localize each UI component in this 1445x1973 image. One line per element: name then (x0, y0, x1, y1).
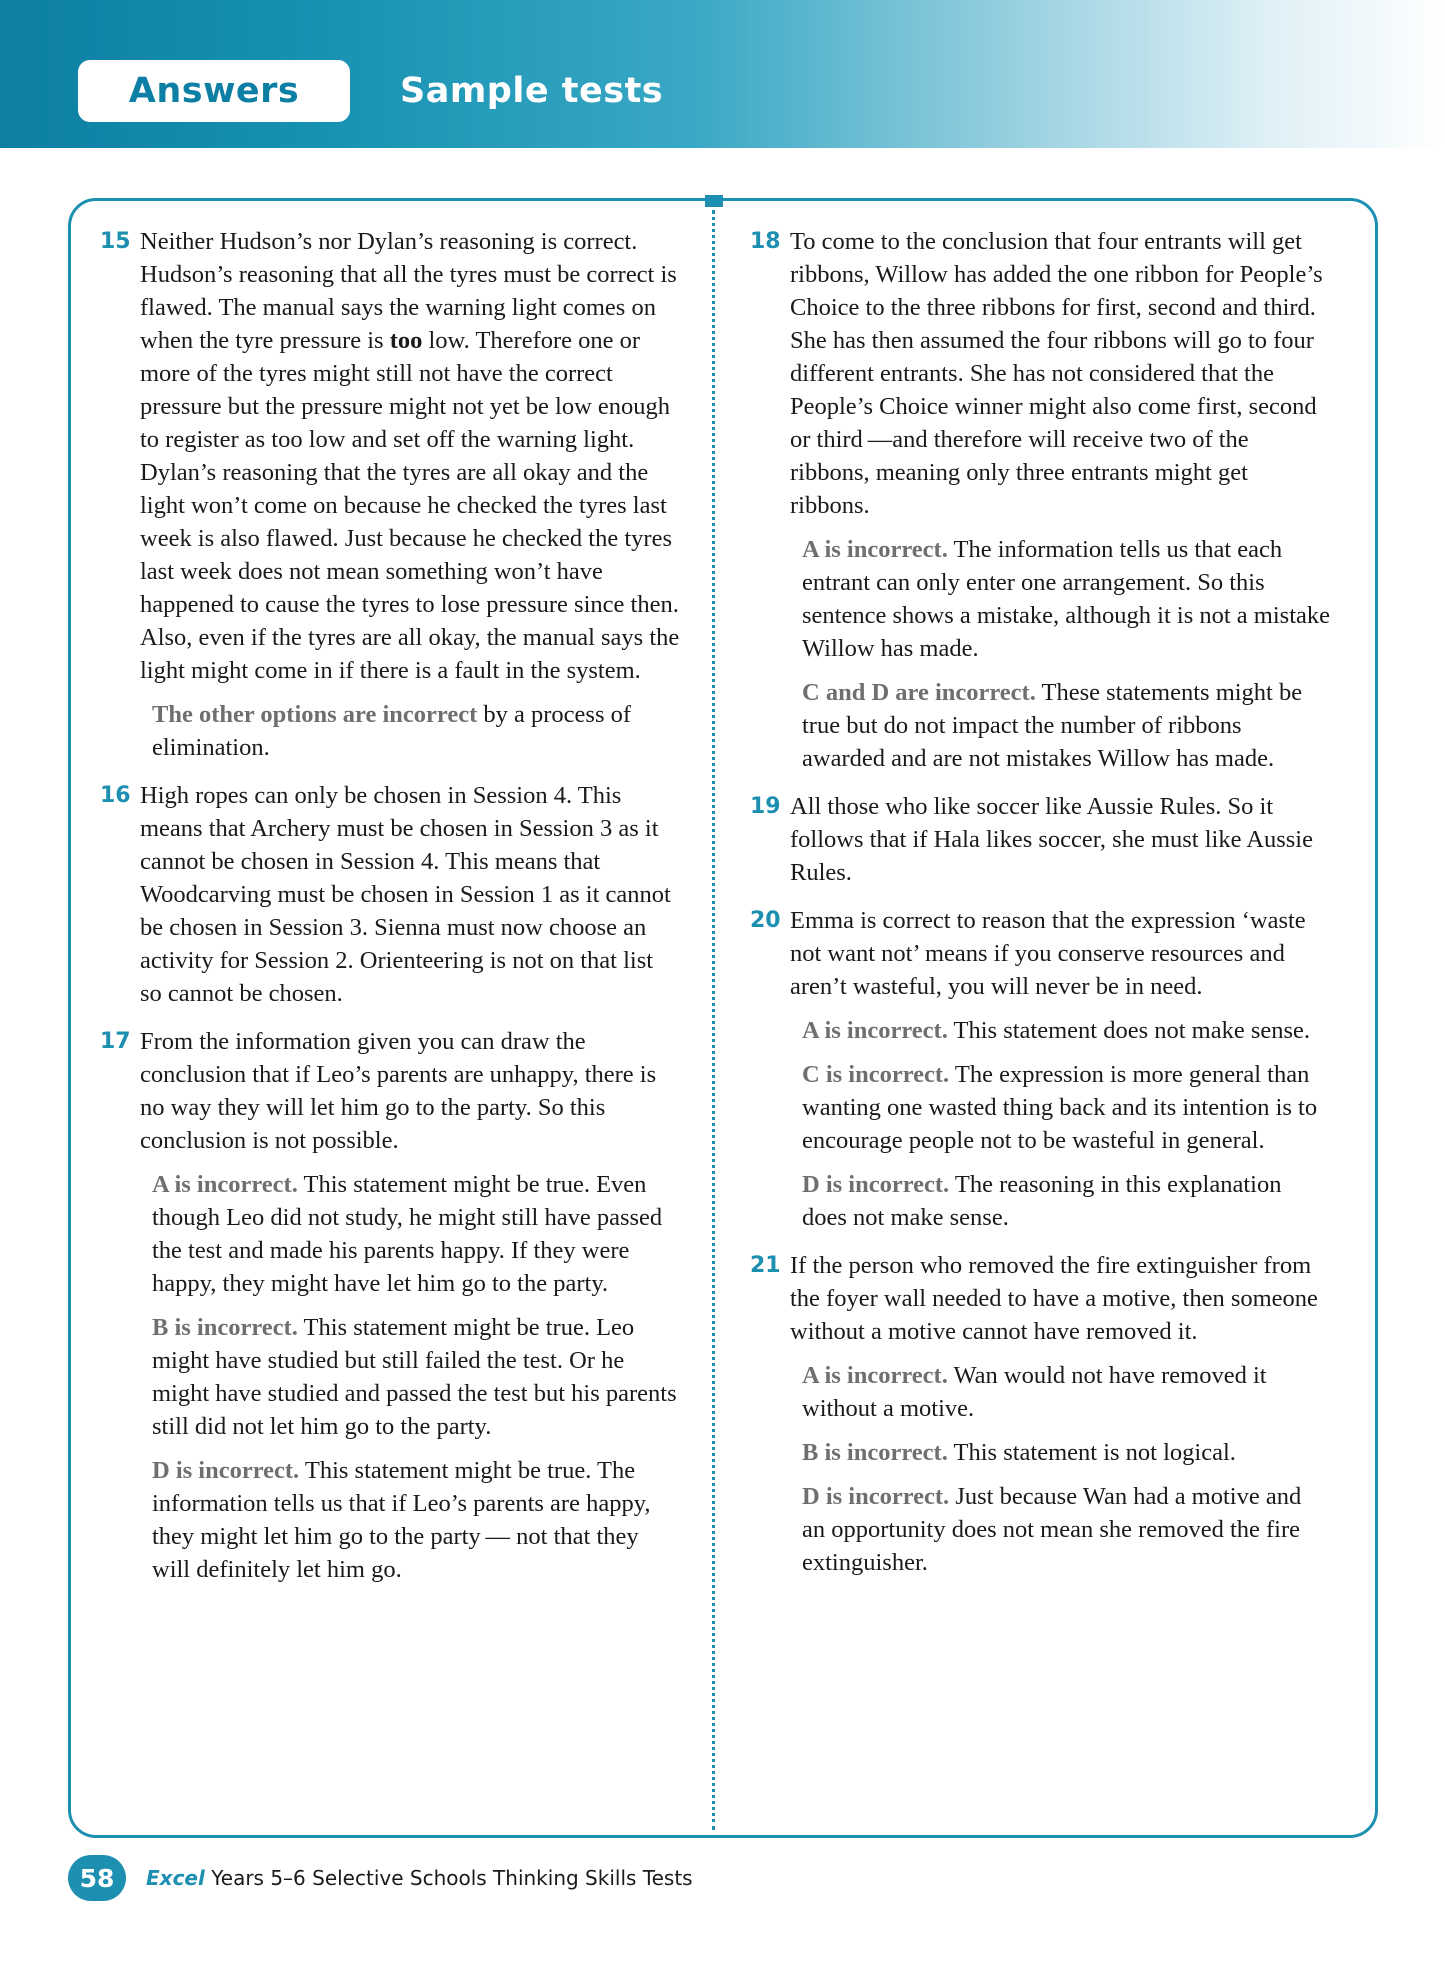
answer-text: This statement might be true. Leo might have studied but still failed the test. Or he might have studied and passed the test but his parents still did not let him go to the party. (152, 1314, 677, 1440)
answer-text: The reasoning in this explanation does not make sense. (802, 1171, 1282, 1231)
answer-lead-in: B is incorrect. (802, 1439, 948, 1466)
answer-text: This statement is not logical. (947, 1439, 1236, 1466)
answer-item (100, 779, 680, 1012)
answer-paragraph (790, 790, 1330, 889)
answer-text: High ropes can only be chosen in Session 4. This means that Archery must be chosen in Session 3 as it cannot be chosen in Session 4. This means that Woodcarving must be chosen in Session 1 as it cannot be chosen in Session 3. Sienna must now choose an activity for Session 2. Orienteering is not on that list so cannot be chosen. (140, 782, 671, 1007)
answer-body (140, 1025, 680, 1588)
answer-lead-in: A is incorrect. (802, 1017, 948, 1044)
answer-number: 21 (750, 1253, 781, 1278)
answer-text: The expression is more general than wanting one wasted thing back and its intention is to encourage people not to be wasteful in general. (802, 1061, 1318, 1154)
answer-text: low. Therefore one or more of the tyres might still not have the correct pressure but the pressure might not yet be low enough to register as too low and set off the warning light. Dylan’s reasoning that the tyres are all okay and the light won’t come on because he checked the tyres last week is also flawed. Just because he checked the tyres last week does not mean something won’t have happened to cause the tyres to lose pressure since then. Also, even if the tyres are all okay, the manual says the light might come in if there is a fault in the system. (140, 327, 680, 684)
answer-text: This statement might be true. The information tells us that if Leo’s parents are happy, they might let him go to the party — not that they will definitely let him go. (152, 1457, 651, 1583)
answer-number: 19 (750, 794, 781, 819)
answer-text: From the information given you can draw the conclusion that if Leo’s parents are unhappy, there is no way they will let him go to the party. So this conclusion is not possible. (140, 1028, 657, 1154)
answer-subparagraph (790, 676, 1330, 775)
answer-subparagraph (790, 1168, 1330, 1234)
answer-subparagraph (790, 1359, 1330, 1425)
answer-text: If the person who removed the fire extinguisher from the foyer wall needed to have a motive, then someone without a motive cannot have removed it. (790, 1252, 1318, 1345)
answer-text: These statements might be true but do not impact the number of ribbons awarded and are not mistakes Willow has made. (802, 679, 1303, 772)
answer-lead-in: A is incorrect. (802, 536, 948, 563)
answer-text: All those who like soccer like Aussie Rules. So it follows that if Hala likes soccer, she must like Aussie Rules. (790, 793, 1313, 886)
answer-item (100, 1025, 680, 1588)
answer-subparagraph (140, 1311, 680, 1443)
answer-subparagraph (790, 1436, 1330, 1469)
answer-subparagraph (140, 1168, 680, 1300)
answer-lead-in: The other options are incorrect (152, 701, 478, 728)
answer-paragraph (140, 779, 680, 1010)
answer-body (140, 225, 680, 766)
answer-lead-in: A is incorrect. (802, 1362, 948, 1389)
answer-number: 16 (100, 783, 131, 808)
page-footer (68, 1855, 1378, 1915)
column-divider (712, 210, 715, 1830)
answer-paragraph (140, 225, 680, 687)
answer-body (790, 790, 1330, 891)
frame-top-tab (705, 195, 723, 207)
brand-name: Excel (146, 1866, 205, 1890)
answer-body (790, 1249, 1330, 1581)
answer-body (140, 779, 680, 1012)
answer-text: To come to the conclusion that four entrants will get ribbons, Willow has added the one ribbon for People’s Choice to the three ribbons for first, second and third. She has then assumed the four ribbons will go to four different entrants. She has not considered that the People’s Choice winner might also come first, second or third —and therefore will receive two of the ribbons, meaning only three entrants might get ribbons. (790, 228, 1323, 519)
answer-lead-in: D is incorrect. (152, 1457, 300, 1484)
page-number-badge: 58 (68, 1855, 126, 1901)
answer-subparagraph (790, 1014, 1330, 1047)
answers-label-pill (78, 60, 350, 122)
answer-text: Emma is correct to reason that the expression ‘waste not want not’ means if you conserve resources and aren’t wasteful, you will never be in need. (790, 907, 1306, 1000)
answer-lead-in: D is incorrect. (802, 1483, 950, 1510)
answer-item (750, 1249, 1330, 1581)
answer-subparagraph (140, 1454, 680, 1586)
answer-lead-in: C and D are incorrect. (802, 679, 1036, 706)
answer-lead-in: B is incorrect. (152, 1314, 298, 1341)
answer-subparagraph (140, 698, 680, 764)
answer-lead-in: A is incorrect. (152, 1171, 298, 1198)
answer-paragraph (140, 1025, 680, 1157)
answer-item (750, 225, 1330, 777)
answer-item (100, 225, 680, 766)
answer-text: Neither Hudson’s nor Dylan’s reasoning is correct. Hudson’s reasoning that all the tyres must be correct is flawed. The manual says the warning light comes on when the tyre pressure is (140, 228, 677, 354)
answer-text: Just because Wan had a motive and an opportunity does not mean she removed the fire extinguisher. (802, 1483, 1302, 1576)
answer-subparagraph (790, 1058, 1330, 1157)
answer-body (790, 225, 1330, 777)
answer-text: by a process of elimination. (152, 701, 632, 761)
emphasised-word: too (389, 327, 423, 354)
answers-column-left (100, 225, 680, 1601)
answer-text: The information tells us that each entrant can only enter one arrangement. So this sentence shows a mistake, although it is not a mistake Willow has made. (802, 536, 1331, 662)
answer-number: 18 (750, 229, 781, 254)
answer-body (790, 904, 1330, 1236)
header-bottom-strip (0, 148, 1445, 156)
answer-number: 15 (100, 229, 131, 254)
answer-text: Wan would not have removed it without a motive. (802, 1362, 1267, 1422)
footer-title (146, 1861, 693, 1895)
answer-number: 17 (100, 1029, 131, 1054)
answers-label: Answers (128, 71, 300, 111)
answer-number: 20 (750, 908, 781, 933)
answer-subparagraph (790, 533, 1330, 665)
answer-paragraph (790, 1249, 1330, 1348)
section-title: Sample tests (400, 71, 664, 111)
answer-text: This statement might be true. Even though Leo did not study, he might still have passed the test and made his parents happy. If they were happy, they might have let him go to the party. (152, 1171, 663, 1297)
answer-item (750, 904, 1330, 1236)
answer-subparagraph (790, 1480, 1330, 1579)
footer-series-title: Years 5–6 Selective Schools Thinking Skills Tests (204, 1866, 693, 1890)
answers-column-right (750, 225, 1330, 1594)
answer-lead-in: C is incorrect. (802, 1061, 950, 1088)
answer-text: This statement does not make sense. (947, 1017, 1311, 1044)
answer-lead-in: D is incorrect. (802, 1171, 950, 1198)
answer-paragraph (790, 904, 1330, 1003)
answer-paragraph (790, 225, 1330, 522)
answer-item (750, 790, 1330, 891)
